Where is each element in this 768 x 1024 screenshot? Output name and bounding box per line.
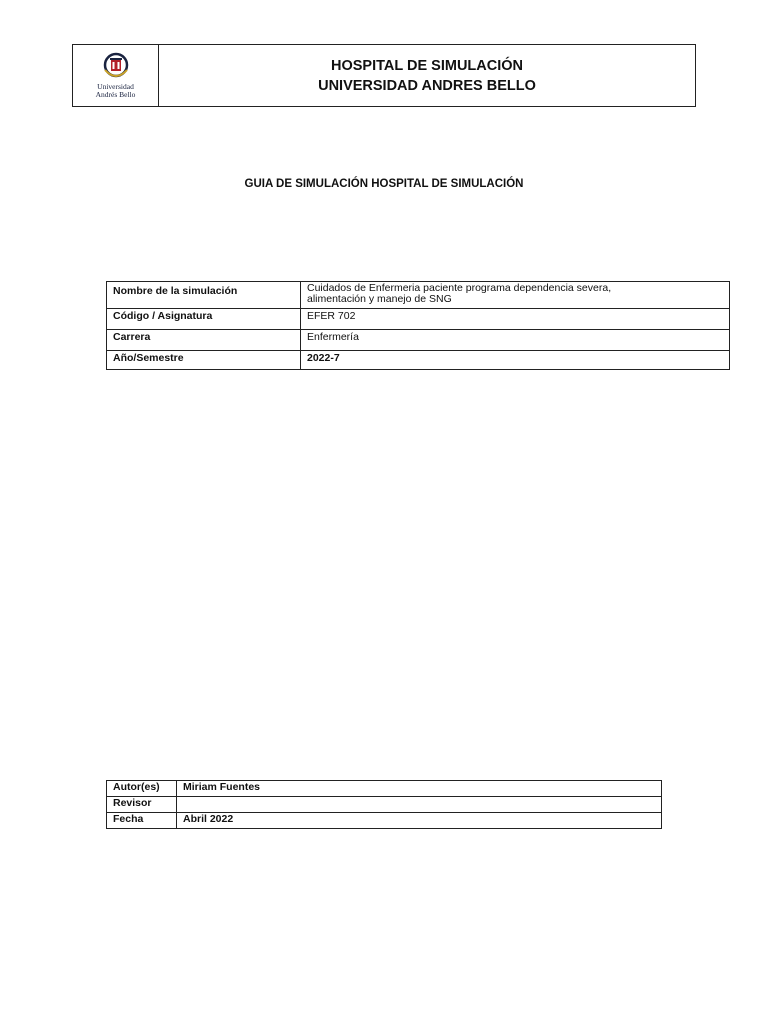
row-label-carrera: Carrera: [107, 330, 301, 351]
table-row: [107, 282, 730, 309]
row-label-revisor: Revisor: [107, 797, 177, 813]
table-row: [107, 797, 662, 813]
table-row: [107, 781, 662, 797]
table-row: [107, 330, 730, 351]
authors-table: [106, 780, 662, 829]
table-row: [107, 351, 730, 370]
row-value-nombre: [301, 282, 730, 309]
row-value-carrera: Enfermería: [301, 330, 730, 351]
logo: [73, 45, 159, 106]
row-label-autor: Autor(es): [107, 781, 177, 797]
nombre-line-2: alimentación y manejo de SNG: [307, 293, 452, 305]
logo-line-1: Universidad: [97, 82, 134, 91]
row-value-ano: 2022-7: [301, 351, 730, 370]
row-value-codigo: EFER 702: [301, 309, 730, 330]
document-header: [72, 44, 696, 107]
row-value-revisor: [177, 797, 662, 813]
logo-wordmark: [96, 83, 136, 99]
header-title: [159, 45, 695, 106]
header-title-line-1: HOSPITAL DE SIMULACIÓN: [331, 57, 523, 74]
table-row: [107, 813, 662, 829]
simulation-info-table: [106, 281, 730, 370]
university-crest-icon: [101, 52, 131, 82]
header-title-line-2: UNIVERSIDAD ANDRES BELLO: [318, 77, 536, 94]
document-title: GUIA DE SIMULACIÓN HOSPITAL DE SIMULACIÓN: [244, 178, 524, 190]
nombre-line-1: Cuidados de Enfermeria paciente programa dependencia severa,: [307, 282, 612, 294]
logo-line-2: Andrés Bello: [95, 90, 136, 99]
row-label-codigo: Código / Asignatura: [107, 309, 301, 330]
row-value-fecha: Abril 2022: [177, 813, 662, 829]
table-row: [107, 309, 730, 330]
row-label-fecha: Fecha: [107, 813, 177, 829]
row-value-autor: Miriam Fuentes: [177, 781, 662, 797]
row-label-ano: Año/Semestre: [107, 351, 301, 370]
row-label-nombre: Nombre de la simulación: [107, 282, 301, 309]
